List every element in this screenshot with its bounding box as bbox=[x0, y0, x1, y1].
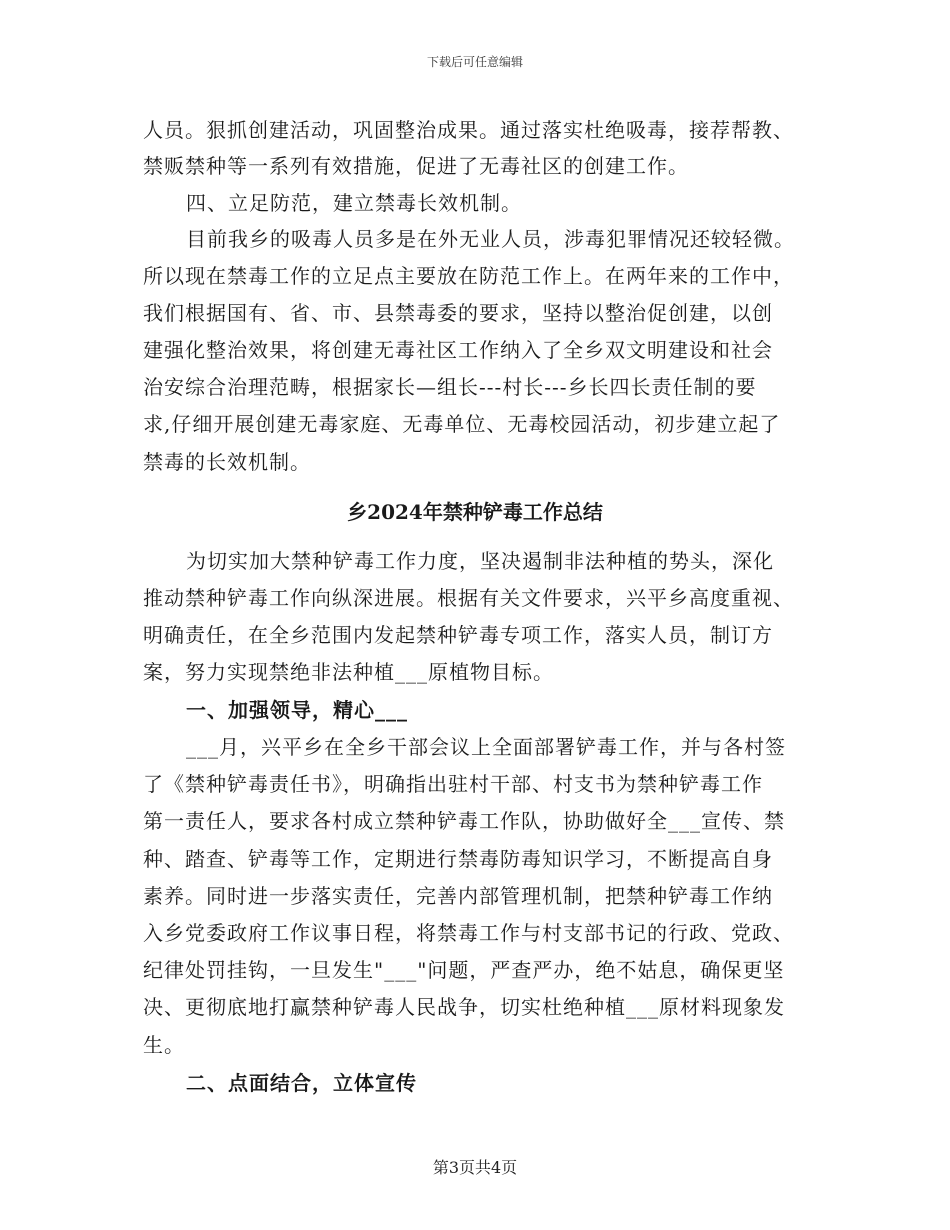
text-line: 禁贩禁种等一系列有效措施，促进了无毒社区的创建工作。 bbox=[143, 154, 689, 178]
text-line: 禁毒的长效机制。 bbox=[143, 450, 311, 474]
page-footer: 第3页共4页 bbox=[432, 1158, 518, 1177]
text-line: 求,仔细开展创建无毒家庭、无毒单位、无毒校园活动，初步建立起了 bbox=[143, 412, 781, 436]
section-heading: 二、点面结合，立体宣传 bbox=[186, 1071, 417, 1095]
text-line: 案，努力实现禁绝非法种植___原植物目标。 bbox=[143, 660, 554, 684]
text-line: 治安综合治理范畴，根据家长—组长---村长---乡长四长责任制的要 bbox=[143, 375, 757, 399]
section-heading: 一、加强领导，精心___ bbox=[186, 698, 408, 722]
text-line: ___月，兴平乡在全乡干部会议上全面部署铲毒工作，并与各村签 bbox=[186, 735, 786, 759]
text-line: 明确责任，在全乡范围内发起禁种铲毒专项工作，落实人员，制订方 bbox=[143, 623, 773, 647]
text-line: 纪律处罚挂钩，一旦发生"___"问题，严查严办，绝不姑息，确保更坚 bbox=[143, 958, 785, 982]
section-heading: 四、立足防范，建立禁毒长效机制。 bbox=[186, 191, 522, 215]
text-line: 第一责任人，要求各村成立禁种铲毒工作队，协助做好全___宣传、禁 bbox=[143, 809, 785, 833]
text-line: 入乡党委政府工作议事日程，将禁毒工作与村支部书记的行政、党政、 bbox=[143, 921, 794, 945]
document-title: 乡2024年禁种铲毒工作总结 bbox=[347, 500, 603, 524]
text-line: 了《禁种铲毒责任书》，明确指出驻村干部、村支书为禁种铲毒工作 bbox=[143, 772, 763, 796]
text-line: 人员。狠抓创建活动，巩固整治成果。通过落实杜绝吸毒，接荐帮教、 bbox=[143, 118, 794, 142]
text-line: 建强化整治效果，将创建无毒社区工作纳入了全乡双文明建设和社会 bbox=[143, 338, 773, 362]
text-line: 决、更彻底地打赢禁种铲毒人民战争，切实杜绝种植___原材料现象发 bbox=[143, 995, 785, 1019]
page-header-note: 下载后可任意编辑 bbox=[426, 55, 523, 69]
text-line: 素养。同时进一步落实责任，完善内部管理机制，把禁种铲毒工作纳 bbox=[143, 884, 773, 908]
text-line: 生。 bbox=[143, 1033, 185, 1057]
text-line: 我们根据国有、省、市、县禁毒委的要求，坚持以整治促创建，以创 bbox=[143, 301, 773, 325]
text-line: 所以现在禁毒工作的立足点主要放在防范工作上。在两年来的工作中， bbox=[143, 264, 794, 288]
text-line: 推动禁种铲毒工作向纵深进展。根据有关文件要求，兴平乡高度重视、 bbox=[143, 586, 794, 610]
text-line: 种、踏查、铲毒等工作，定期进行禁毒防毒知识学习，不断提高自身 bbox=[143, 847, 773, 871]
text-line: 为切实加大禁种铲毒工作力度，坚决遏制非法种植的势头，深化 bbox=[186, 549, 774, 573]
text-line: 目前我乡的吸毒人员多是在外无业人员，涉毒犯罪情况还较轻微。 bbox=[186, 227, 795, 251]
